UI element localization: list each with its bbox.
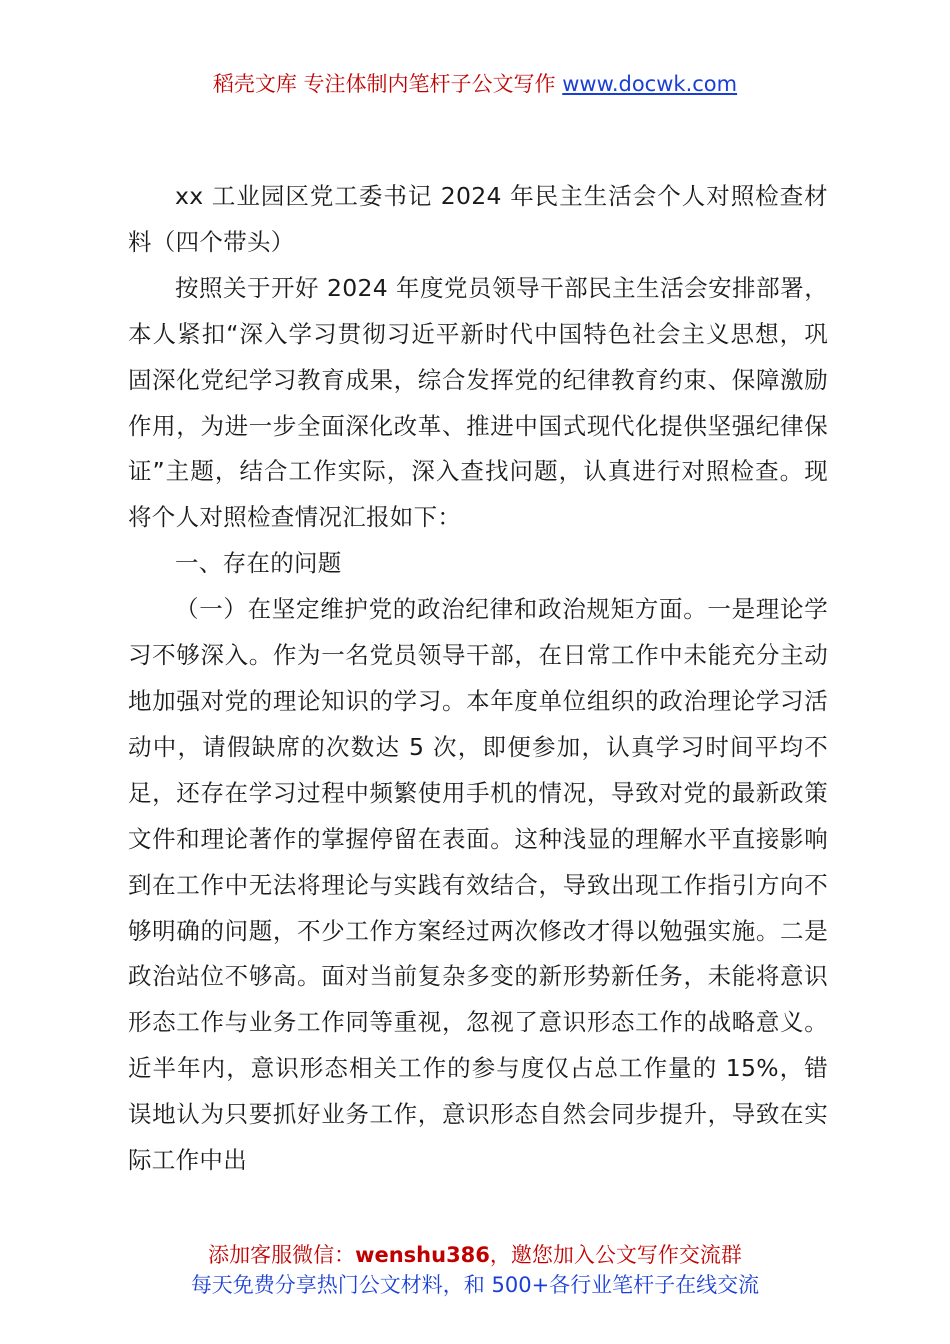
footer-contact-prefix: 添加客服微信： <box>208 1243 356 1267</box>
website-link[interactable]: www.docwk.com <box>562 72 738 96</box>
document-title: xx 工业园区党工委书记 2024 年民主生活会个人对照检查材料（四个带头） <box>128 182 828 256</box>
document-body <box>128 174 828 1184</box>
body-paragraph: （一）在坚定维护党的政治纪律和政治规矩方面。一是理论学习不够深入。作为一名党员领导干部，在日常工作中未能充分主动地加强对党的理论知识的学习。本年度单位组织的政治理论学习活动中，请假缺席的次数达 5 次，即便参加，认真学习时间平均不足，还存在学习过程中频繁使用手机的情况，导致对党的最新政策文件和理论著作的掌握停留在表面。这种浅显的理解水平直接影响到在工作中无法将理论与实践有效结合，导致出现工作指引方向不够明确的问题，不少工作方案经过两次修改才得以勉强实施。二是政治站位不够高。面对当前复杂多变的新形势新任务，未能将意识形态工作与业务工作同等重视，忽视了意识形态工作的战略意义。近半年内，意识形态相关工作的参与度仅占总工作量的 15%，错误地认为只要抓好业务工作，意识形态自然会同步提升，导致在实际工作中出 <box>128 595 828 1175</box>
footer-contact-suffix: ，邀您加入公文写作交流群 <box>489 1243 742 1267</box>
section-heading: 一、存在的问题 <box>175 549 342 578</box>
footer-contact-line <box>0 1240 950 1270</box>
page-footer <box>0 1240 950 1300</box>
footer-promo-line: 每天免费分享热门公文材料，和 500+各行业笔杆子在线交流 <box>190 1273 760 1297</box>
intro-paragraph: 按照关于开好 2024 年度党员领导干部民主生活会安排部署，本人紧扣“深入学习贯彻习近平新时代中国特色社会主义思想，巩固深化党纪学习教育成果，综合发挥党的纪律教育约束、保障激励作用，为进一步全面深化改革、推进中国式现代化提供坚强纪律保证”主题，结合工作实际，深入查找问题，认真进行对照检查。现将个人对照检查情况汇报如下： <box>128 273 828 532</box>
page-header <box>0 70 950 98</box>
brand-slogan: 稻壳文库 专注体制内笔杆子公文写作 <box>212 72 563 96</box>
wechat-id: wenshu386 <box>355 1243 490 1267</box>
